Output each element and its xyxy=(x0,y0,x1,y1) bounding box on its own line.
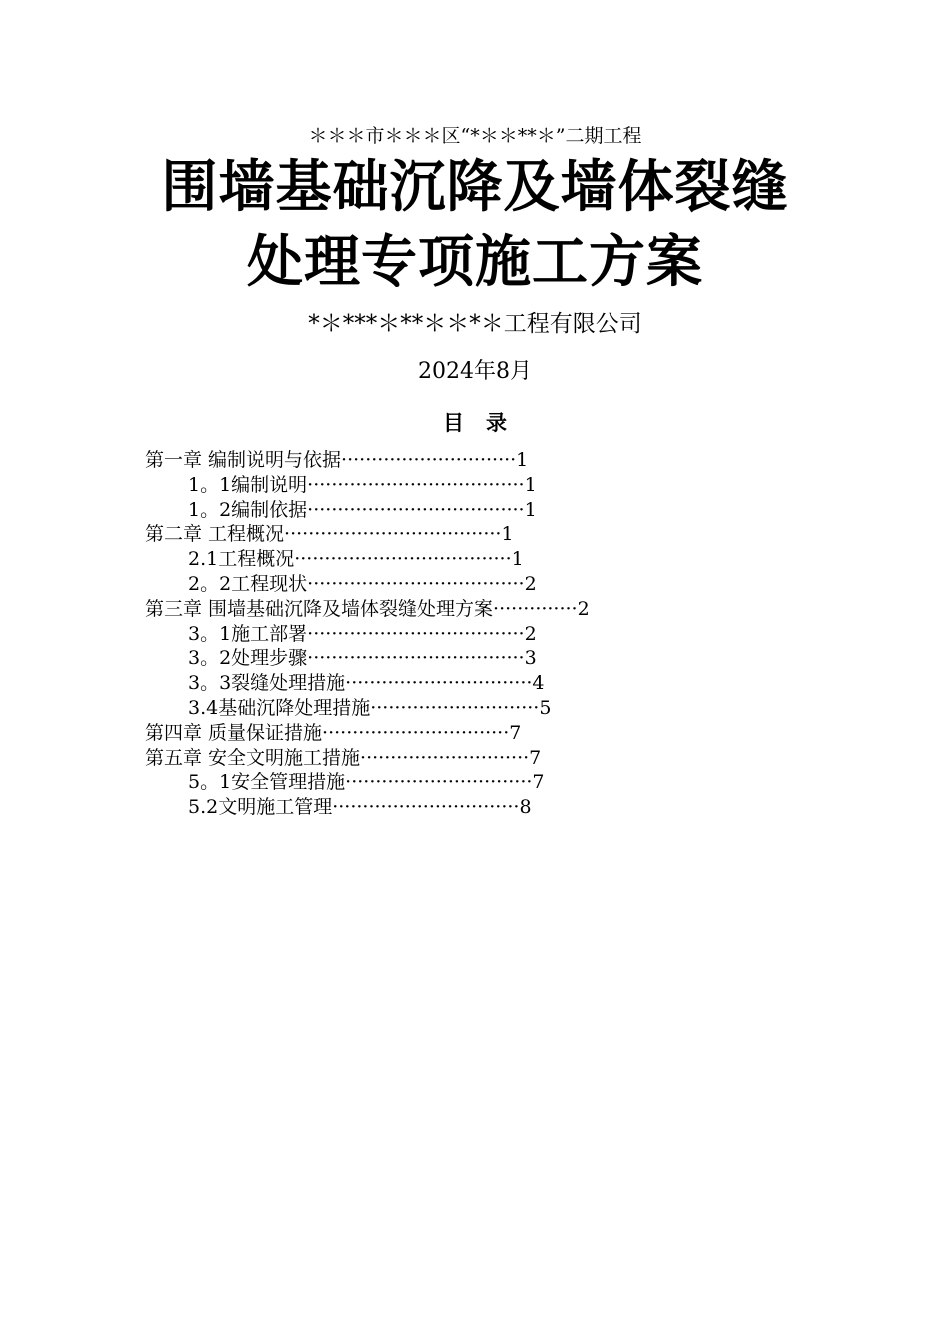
toc-section-entry: 1。1编制说明····································1 xyxy=(188,473,537,496)
toc-section-entry: 5.2文明施工管理·······························8 xyxy=(188,796,532,819)
toc-chapter-entry: 第五章 安全文明施工措施····························7 xyxy=(145,746,542,769)
document-title-line2: 处理专项施工方案 xyxy=(247,230,703,295)
toc-section-entry: 3.4基础沉降处理措施····························5 xyxy=(188,696,552,719)
toc-heading: 目录 xyxy=(443,411,529,435)
document-title-line1: 围墙基础沉降及墙体裂缝 xyxy=(161,155,789,220)
toc-section-entry: 1。2编制依据····································1 xyxy=(188,498,537,521)
company-name: *＊***＊**＊＊*＊工程有限公司 xyxy=(308,311,642,337)
table-of-contents xyxy=(0,448,950,820)
toc-chapter-entry: 第四章 质量保证措施·······························7 xyxy=(145,721,522,744)
toc-section-entry: 2。2工程现状····································2 xyxy=(188,572,537,595)
toc-chapter-entry: 第二章 工程概况····································1 xyxy=(145,523,514,546)
project-line: ＊＊＊市＊＊＊区“*＊＊**＊”二期工程 xyxy=(308,125,642,147)
toc-section-entry: 2.1工程概况····································1 xyxy=(188,548,524,571)
toc-section-entry: 5。1安全管理措施·······························7 xyxy=(188,771,545,794)
toc-section-entry: 3。1施工部署····································2 xyxy=(188,622,537,645)
toc-section-entry: 3。3裂缝处理措施·······························4 xyxy=(188,672,545,695)
document-date: 2024年8月 xyxy=(418,359,532,384)
toc-section-entry: 3。2处理步骤····································3 xyxy=(188,647,537,670)
toc-chapter-entry: 第三章 围墙基础沉降及墙体裂缝处理方案··············2 xyxy=(145,597,590,620)
toc-chapter-entry: 第一章 编制说明与依据·····························1 xyxy=(145,449,529,471)
